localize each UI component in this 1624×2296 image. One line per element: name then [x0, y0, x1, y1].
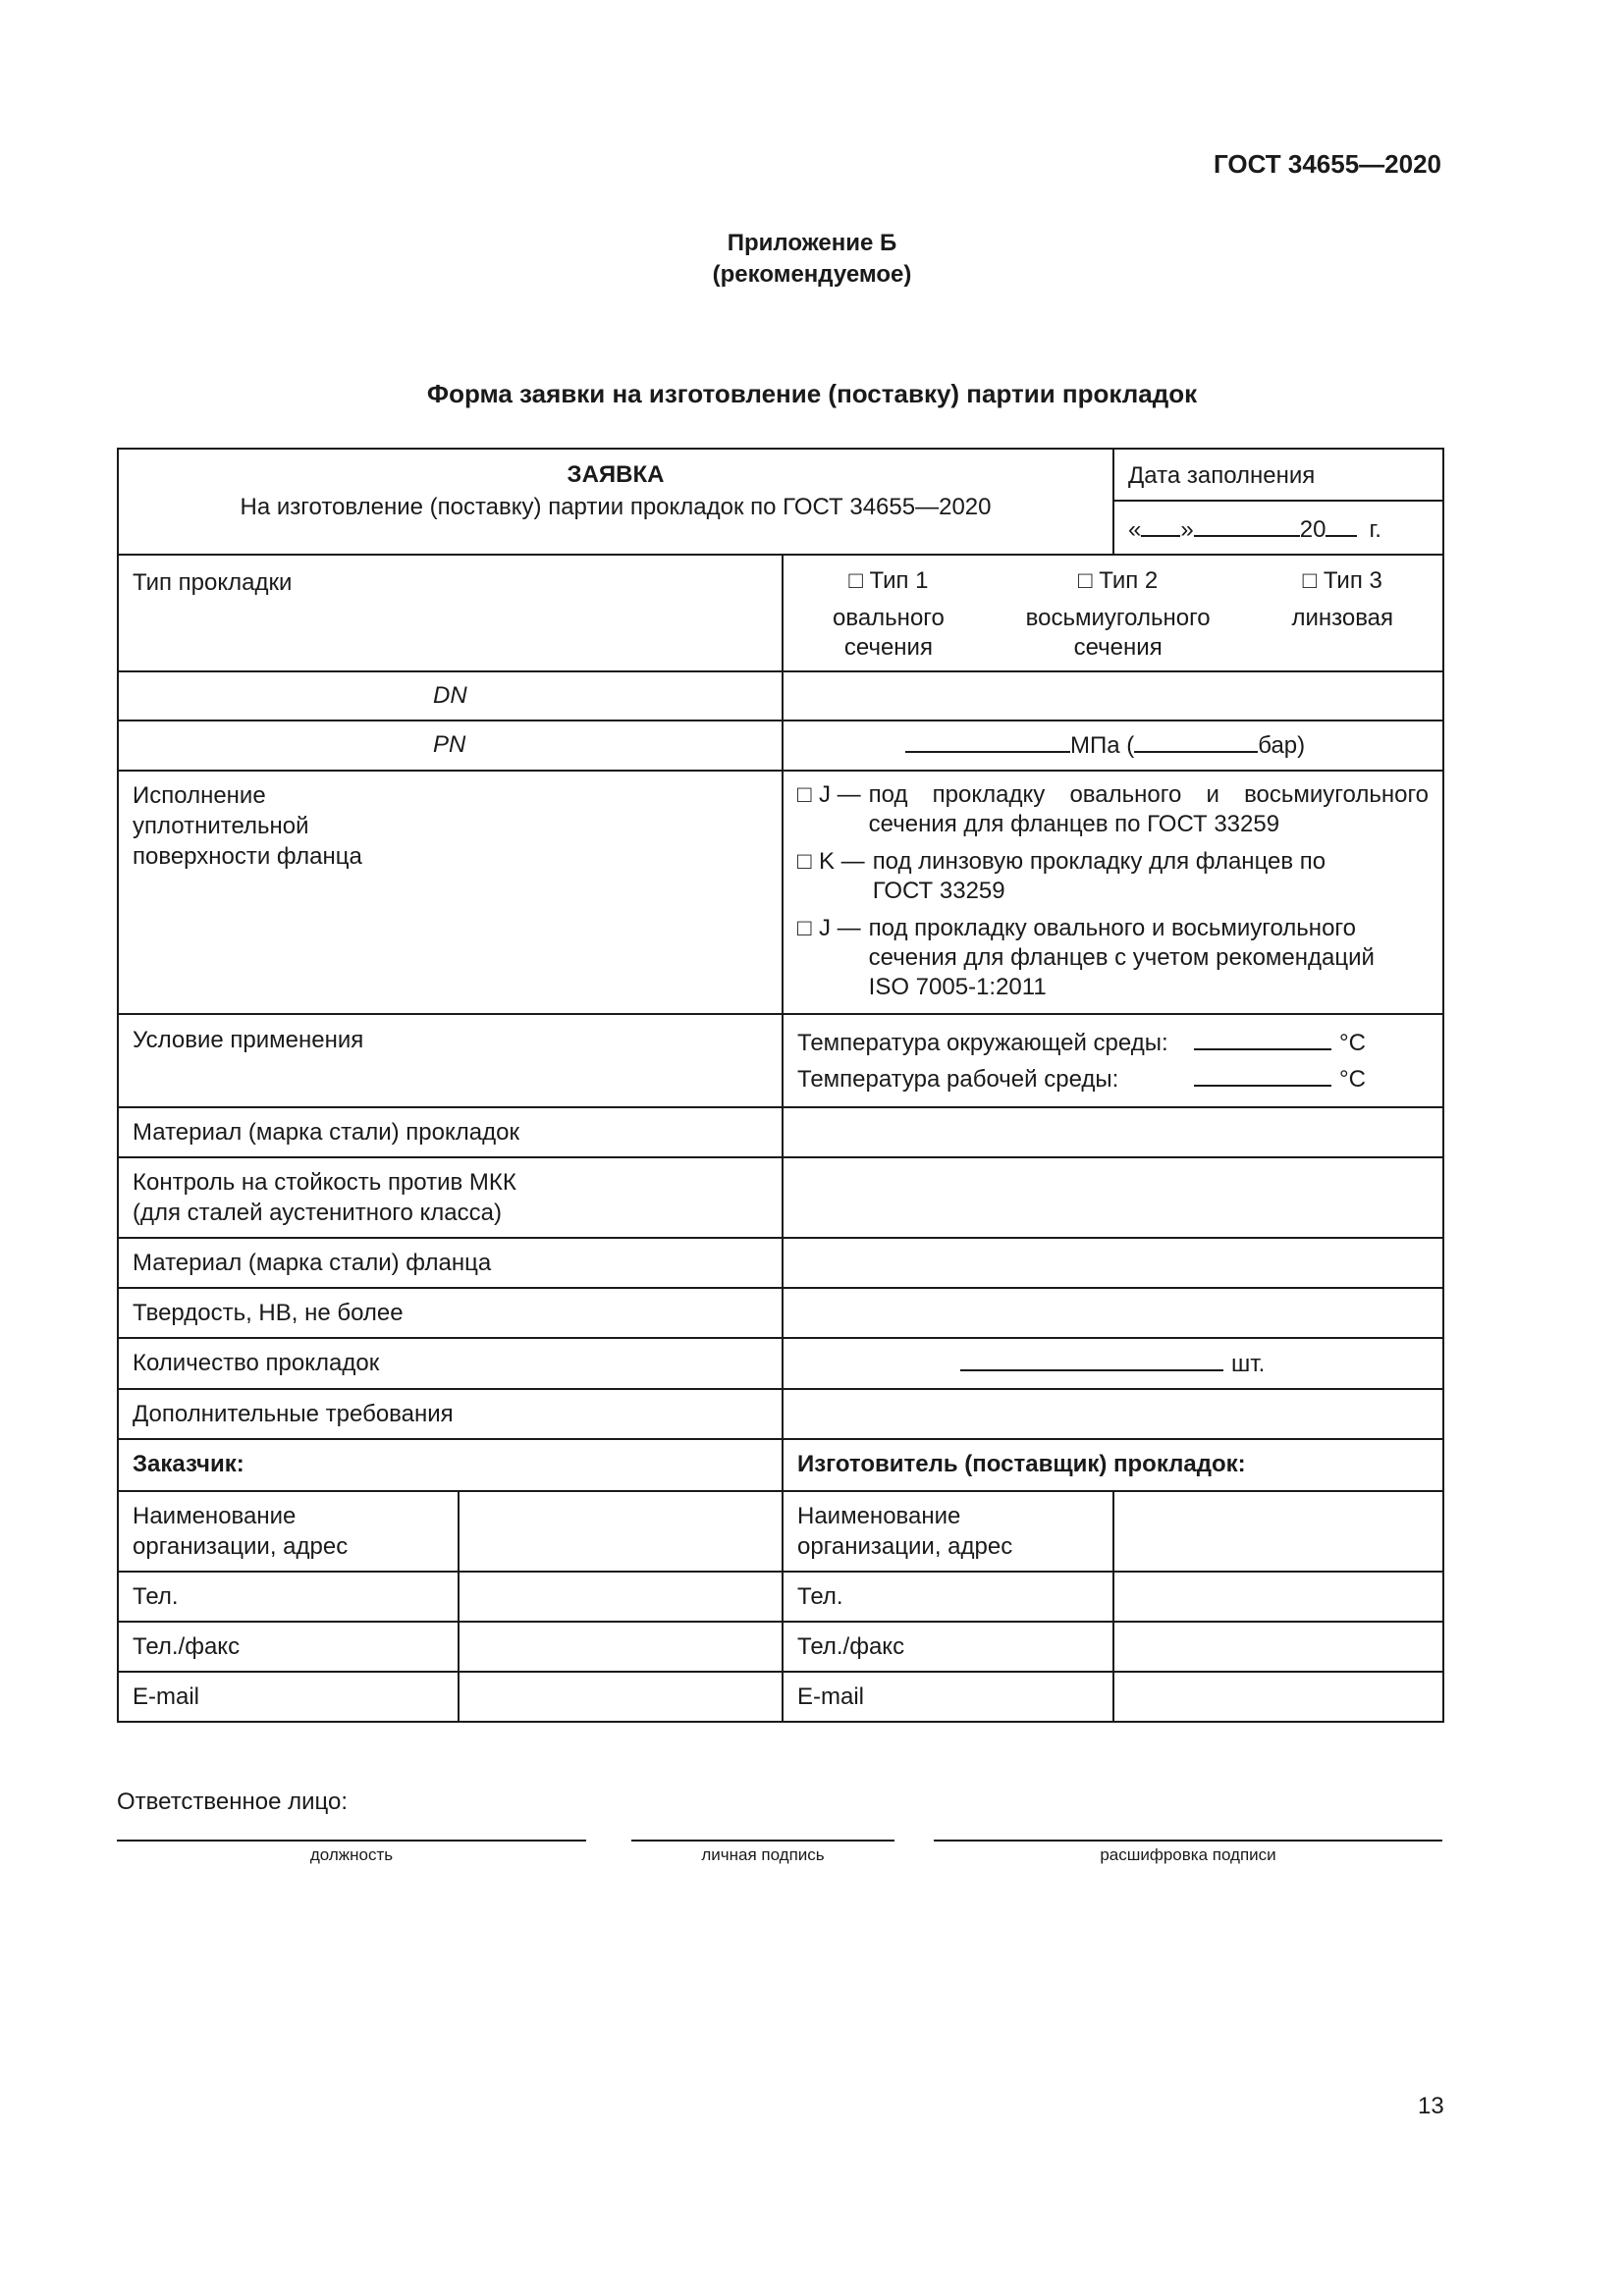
conditions-values-cell [783, 1014, 1443, 1107]
flange-material-label: Материал (марка стали) фланца [133, 1250, 492, 1276]
gasket-type-1-name: Тип 1 [869, 567, 929, 594]
gasket-type-1-desc-2: сечения [843, 634, 933, 661]
date-open-quote: « [1128, 516, 1142, 543]
form-heading: ЗАЯВКА [567, 461, 665, 488]
ambient-temp-blank[interactable] [1194, 1027, 1331, 1050]
flange-face-option-3[interactable] [797, 914, 1429, 1002]
dn-label: DN [433, 682, 467, 709]
gasket-type-options [833, 566, 1393, 663]
pn-mpa-blank[interactable] [905, 729, 1070, 753]
flange-face-label-line-1: Исполнение [133, 782, 266, 809]
gasket-type-label-cell [118, 555, 783, 671]
customer-tel-label: Тел. [133, 1583, 179, 1610]
gasket-type-3-desc-1: линзовая [1291, 605, 1394, 631]
conditions-label: Условие применения [133, 1027, 364, 1053]
hardness-label-cell [118, 1288, 783, 1338]
manufacturer-org-label-line-1: Наименование [797, 1503, 961, 1529]
customer-telfax-value-cell[interactable] [459, 1622, 783, 1672]
customer-telfax-label: Тел./факс [133, 1633, 241, 1660]
position-signature-line[interactable] [117, 1840, 586, 1842]
annex-title: Приложение Б [727, 230, 897, 256]
customer-org-label-line-1: Наименование [133, 1503, 297, 1529]
flange-face-option-1-code: J — [819, 781, 861, 808]
annex-status: (рекомендуемое) [712, 261, 912, 288]
personal-signature-caption: личная подпись [701, 1845, 825, 1864]
form-title: Форма заявки на изготовление (поставку) партии прокладок [426, 379, 1198, 408]
flange-face-option-3-code: J — [819, 915, 861, 941]
quantity-label: Количество прокладок [133, 1350, 380, 1376]
date-label-cell [1113, 449, 1443, 501]
customer-tel-value-cell[interactable] [459, 1572, 783, 1622]
checkbox-icon[interactable]: □ [797, 781, 812, 808]
flange-face-label-line-3: поверхности фланца [133, 843, 362, 870]
additional-value-cell[interactable] [783, 1389, 1443, 1439]
customer-email-value-cell[interactable] [459, 1672, 783, 1722]
manufacturer-telfax-value-cell[interactable] [1113, 1622, 1443, 1672]
customer-tel-label-cell [118, 1572, 459, 1622]
gasket-material-value-cell[interactable] [783, 1107, 1443, 1157]
flange-face-label-cell [118, 771, 783, 1014]
form-heading-cell [118, 449, 1113, 555]
date-year-blank[interactable] [1326, 513, 1357, 537]
manufacturer-email-value-cell[interactable] [1113, 1672, 1443, 1722]
gasket-type-3-name: Тип 3 [1323, 567, 1382, 594]
customer-heading: Заказчик: [133, 1451, 244, 1477]
gasket-type-3-option[interactable] [1291, 566, 1393, 663]
checkbox-icon[interactable]: □ [797, 915, 812, 941]
additional-label: Дополнительные требования [133, 1401, 454, 1427]
date-year-suffix: г. [1369, 516, 1381, 543]
quantity-blank[interactable] [960, 1348, 1223, 1371]
manufacturer-tel-value-cell[interactable] [1113, 1572, 1443, 1622]
position-caption: должность [309, 1845, 394, 1864]
ikk-control-label-line-2: (для сталей аустенитного класса) [133, 1200, 502, 1226]
flange-face-option-2-text: под линзовую прокладку для фланцев по ГОСТ 33259 [872, 848, 1326, 904]
pn-label-cell [118, 721, 783, 771]
date-label: Дата заполнения [1128, 462, 1316, 489]
ikk-control-label-line-1: Контроль на стойкость против МКК [133, 1169, 516, 1196]
working-temp-unit: °С [1339, 1066, 1366, 1093]
flange-face-label-line-2: уплотнительной [133, 813, 309, 839]
date-field-cell[interactable] [1113, 501, 1443, 555]
dn-label-cell [118, 671, 783, 721]
quantity-value-cell[interactable] [783, 1338, 1443, 1389]
gasket-type-1-option[interactable] [833, 566, 945, 663]
flange-face-option-2[interactable] [797, 847, 1429, 906]
hardness-label: Твердость, НВ, не более [133, 1300, 404, 1326]
manufacturer-org-value-cell[interactable] [1113, 1491, 1443, 1572]
date-day-blank[interactable] [1141, 513, 1180, 537]
pn-value-cell[interactable] [783, 721, 1443, 771]
ambient-temp-unit: °С [1339, 1030, 1366, 1056]
checkbox-icon[interactable]: □ [1302, 567, 1318, 594]
manufacturer-telfax-label: Тел./факс [797, 1633, 905, 1660]
ikk-control-value-cell[interactable] [783, 1157, 1443, 1238]
manufacturer-tel-label: Тел. [797, 1583, 843, 1610]
conditions-label-cell [118, 1014, 783, 1107]
quantity-label-cell [118, 1338, 783, 1389]
manufacturer-email-label: E-mail [797, 1683, 865, 1710]
customer-telfax-label-cell [118, 1622, 459, 1672]
customer-org-label-cell [118, 1491, 459, 1572]
additional-label-cell [118, 1389, 783, 1439]
customer-org-value-cell[interactable] [459, 1491, 783, 1572]
working-temp-blank[interactable] [1194, 1063, 1331, 1087]
decryption-signature-line[interactable] [934, 1840, 1442, 1842]
page-number: 13 [1418, 2093, 1444, 2119]
checkbox-icon[interactable]: □ [1078, 567, 1093, 594]
working-temp-line [797, 1061, 1429, 1097]
annex-heading [0, 228, 1624, 291]
application-form-table [117, 448, 1444, 1723]
flange-material-value-cell[interactable] [783, 1238, 1443, 1288]
checkbox-icon[interactable]: □ [797, 848, 812, 875]
pn-label: PN [433, 731, 466, 758]
manufacturer-org-label-cell [783, 1491, 1113, 1572]
flange-face-option-1[interactable] [797, 780, 1429, 839]
gasket-type-label: Тип прокладки [133, 569, 293, 596]
gasket-type-2-desc-1: восьмиугольного [1025, 605, 1211, 631]
standard-code: ГОСТ 34655—2020 [1214, 149, 1441, 179]
customer-org-label-line-2: организации, адрес [133, 1533, 349, 1560]
flange-face-option-2-code: K — [819, 848, 865, 875]
gasket-material-label-cell [118, 1107, 783, 1157]
dn-value-cell[interactable] [783, 671, 1443, 721]
manufacturer-email-label-cell [783, 1672, 1113, 1722]
manufacturer-org-label-line-2: организации, адрес [797, 1533, 1013, 1560]
ikk-control-label-cell [118, 1157, 783, 1238]
customer-email-label: E-mail [133, 1683, 200, 1710]
gasket-material-label: Материал (марка стали) прокладок [133, 1119, 519, 1146]
manufacturer-heading-cell [783, 1439, 1443, 1491]
pn-bar-blank[interactable] [1134, 729, 1258, 753]
flange-face-option-1-text: под прокладку овального и восьмиугольного сечения для фланцев по ГОСТ 33259 [868, 781, 1430, 837]
date-close-quote: » [1180, 516, 1194, 543]
gasket-type-2-name: Тип 2 [1099, 567, 1159, 594]
gasket-type-2-desc-2: сечения [1073, 634, 1163, 661]
gasket-type-1-desc-1: овального [833, 605, 945, 631]
hardness-value-cell[interactable] [783, 1288, 1443, 1338]
date-month-blank[interactable] [1194, 513, 1300, 537]
manufacturer-telfax-label-cell [783, 1622, 1113, 1672]
ambient-temp-label: Температура окружающей среды: [797, 1030, 1168, 1056]
flange-face-options-cell [783, 771, 1443, 1014]
pn-unit-mpa: МПа ( [1070, 732, 1135, 759]
flange-material-label-cell [118, 1238, 783, 1288]
ambient-temp-line [797, 1025, 1429, 1061]
gasket-type-options-cell [783, 555, 1443, 671]
responsible-person-label: Ответственное лицо: [117, 1789, 349, 1815]
checkbox-icon[interactable]: □ [848, 567, 863, 594]
personal-signature-line[interactable] [631, 1840, 894, 1842]
working-temp-label: Температура рабочей среды: [797, 1066, 1119, 1093]
gasket-type-2-option[interactable] [1026, 566, 1211, 663]
decryption-caption: расшифровка подписи [1100, 1845, 1276, 1864]
manufacturer-heading: Изготовитель (поставщик) прокладок: [797, 1451, 1246, 1477]
manufacturer-tel-label-cell [783, 1572, 1113, 1622]
date-year-prefix: 20 [1299, 516, 1326, 543]
flange-face-option-3-text: под прокладку овального и восьмиугольного сечения для фланцев с учетом рекомендаций ISO 7005-1:2011 [868, 915, 1375, 1000]
pn-unit-bar: бар) [1258, 732, 1306, 759]
form-subheading: На изготовление (поставку) партии прокладок по ГОСТ 34655—2020 [240, 494, 992, 520]
customer-heading-cell [118, 1439, 783, 1491]
quantity-unit: шт. [1231, 1351, 1266, 1377]
customer-email-label-cell [118, 1672, 459, 1722]
